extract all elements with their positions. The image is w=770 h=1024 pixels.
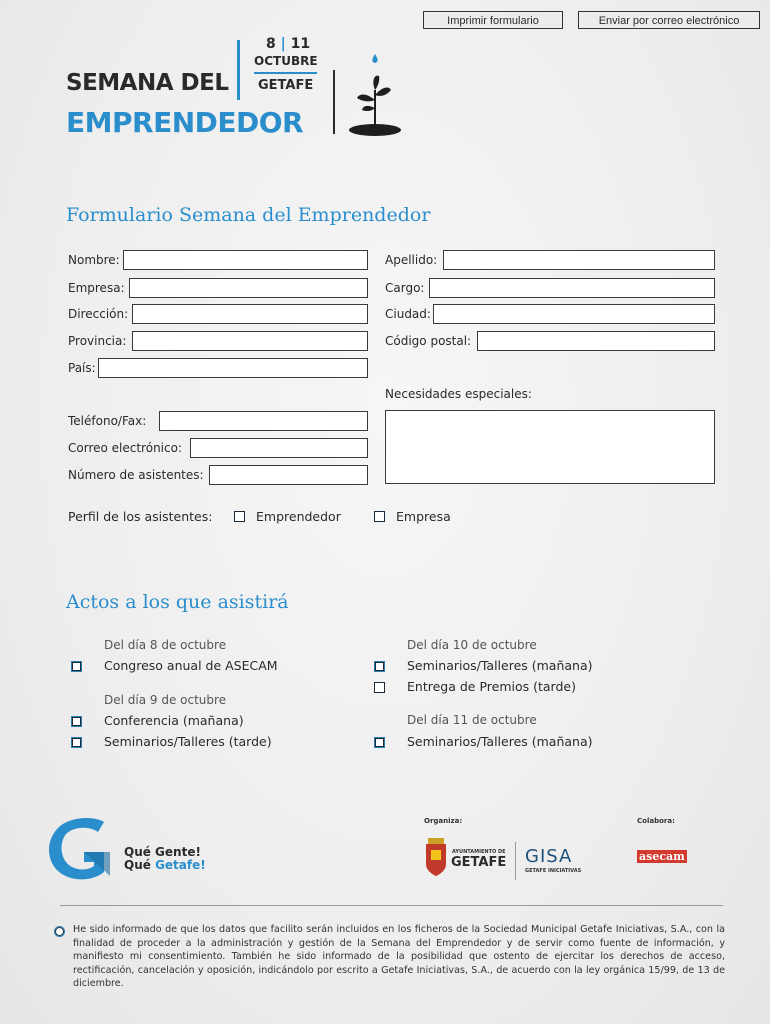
logo-dates: [266, 36, 310, 52]
asistentes-input[interactable]: [209, 465, 368, 485]
organiza-label: Organiza:: [424, 817, 463, 825]
entrega-premios-checkbox[interactable]: [374, 682, 385, 693]
day9-heading: Del día 9 de octubre: [104, 693, 227, 707]
congreso-asecam-label: Congreso anual de ASECAM: [104, 658, 278, 673]
empresa-option-label: Empresa: [396, 509, 451, 524]
correo-label: Correo electrónico:: [68, 441, 182, 455]
footer-separator: [60, 905, 723, 906]
day10-heading: Del día 10 de octubre: [407, 638, 537, 652]
ciudad-input[interactable]: [433, 304, 715, 324]
pais-input[interactable]: [98, 358, 368, 378]
email-form-button[interactable]: Enviar por correo electrónico: [578, 11, 760, 29]
ayto-small-label: AYUNTAMIENTO DE: [452, 849, 506, 855]
seminarios-manana-10-label: Seminarios/Talleres (mañana): [407, 658, 593, 673]
cargo-label: Cargo:: [385, 281, 425, 295]
consent-text: He sido informado de que los datos que facilito serán incluidos en los ficheros de la Sociedad Municipal Getafe Iniciativas, S.A., con la finalidad de proceder a la administración y gestión de la Semana del Emprendedor y de servir como fuente de información, y manifiesto mi consentimiento. También he sido informado de la posibilidad que ostento de ejercitar los derechos de acceso, rectificación, cancelación y oposición, indicándolo por escrito a Getafe Iniciativas, S.A., de acuerdo con la ley orgánica 15/99, de 13 de diciembre.: [73, 924, 725, 989]
direccion-label: Dirección:: [68, 307, 129, 321]
gisa-small-label: GETAFE INICIATIVAS: [525, 868, 582, 874]
correo-input[interactable]: [190, 438, 368, 458]
seminarios-tarde-label: Seminarios/Talleres (tarde): [104, 734, 272, 749]
seminarios-manana-11-label: Seminarios/Talleres (mañana): [407, 734, 593, 749]
que-gente-text: [124, 846, 206, 872]
que-getafe-prefix: Qué: [124, 858, 156, 872]
logo-divider: [254, 72, 317, 74]
cargo-input[interactable]: [429, 278, 715, 298]
date-separator: |: [280, 36, 286, 52]
telefono-label: Teléfono/Fax:: [68, 414, 147, 428]
colabora-label: Colabora:: [637, 817, 675, 825]
logo-divider-line: [515, 842, 516, 880]
logo-separator: [237, 40, 240, 100]
apellido-label: Apellido:: [385, 253, 438, 267]
codigo-postal-input[interactable]: [477, 331, 715, 351]
provincia-label: Provincia:: [68, 334, 127, 348]
form-title: Formulario Semana del Emprendedor: [66, 204, 431, 226]
seminarios-tarde-checkbox[interactable]: [71, 737, 82, 748]
asistentes-label: Número de asistentes:: [68, 468, 204, 482]
sprout-icon: [345, 50, 405, 140]
congreso-asecam-checkbox[interactable]: [71, 661, 82, 672]
provincia-input[interactable]: [132, 331, 368, 351]
getafe-coat-of-arms-icon: [424, 838, 448, 878]
asecam-logo: asecam: [639, 850, 685, 863]
telefono-input[interactable]: [159, 411, 368, 431]
pais-label: País:: [68, 361, 96, 375]
logo-city: GETAFE: [258, 78, 314, 93]
logo-line1: SEMANA DEL: [66, 70, 229, 96]
logo-line2: EMPRENDEDOR: [66, 106, 304, 139]
conferencia-manana-label: Conferencia (mañana): [104, 713, 244, 728]
codigo-postal-label: Código postal:: [385, 334, 472, 348]
ayto-getafe-label: GETAFE: [451, 855, 507, 870]
logo-vertical-line: [333, 70, 335, 134]
logo-month: OCTUBRE: [254, 54, 318, 68]
empresa-label: Empresa:: [68, 281, 125, 295]
direccion-input[interactable]: [132, 304, 368, 324]
nombre-label: Nombre:: [68, 253, 120, 267]
empresa-checkbox[interactable]: [374, 511, 385, 522]
que-gente-line: Qué Gente!: [124, 845, 201, 859]
emprendedor-checkbox[interactable]: [234, 511, 245, 522]
day11-heading: Del día 11 de octubre: [407, 713, 537, 727]
day8-heading: Del día 8 de octubre: [104, 638, 227, 652]
que-getafe-line: [124, 859, 206, 872]
apellido-input[interactable]: [443, 250, 715, 270]
consent-radio[interactable]: [54, 926, 65, 937]
seminarios-manana-11-checkbox[interactable]: [374, 737, 385, 748]
perfil-label: Perfil de los asistentes:: [68, 509, 213, 524]
entrega-premios-label: Entrega de Premios (tarde): [407, 679, 576, 694]
necesidades-label: Necesidades especiales:: [385, 387, 532, 401]
necesidades-textarea[interactable]: [385, 410, 715, 484]
emprendedor-label: Emprendedor: [256, 509, 341, 524]
actos-title: Actos a los que asistirá: [66, 591, 289, 613]
print-form-button[interactable]: Imprimir formulario: [423, 11, 563, 29]
nombre-input[interactable]: [123, 250, 368, 270]
que-gente-logo-icon: [44, 814, 126, 884]
que-getafe-suffix: Getafe!: [155, 858, 206, 872]
ciudad-label: Ciudad:: [385, 307, 431, 321]
empresa-input[interactable]: [129, 278, 368, 298]
seminarios-manana-10-checkbox[interactable]: [374, 661, 385, 672]
conferencia-manana-checkbox[interactable]: [71, 716, 82, 727]
date-start: 8: [266, 36, 276, 52]
gisa-logo: GISA: [525, 846, 573, 867]
date-end: 11: [290, 36, 311, 52]
